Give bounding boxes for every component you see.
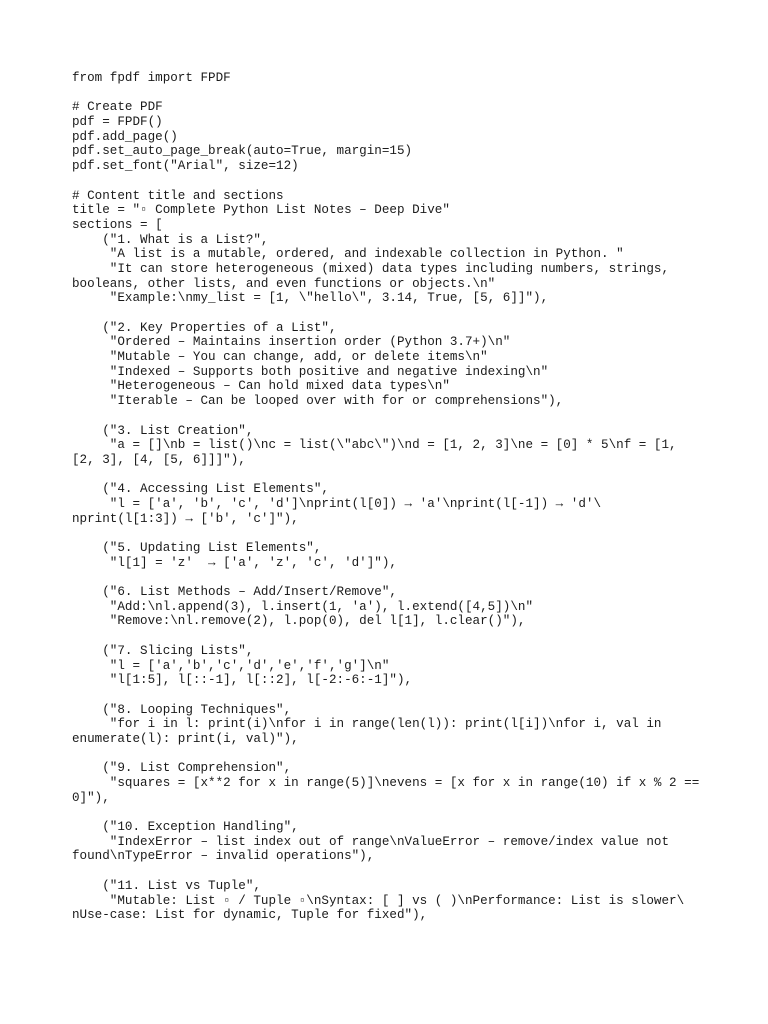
code-line: ("9. List Comprehension", — [72, 761, 292, 776]
code-line: ("10. Exception Handling", — [72, 820, 299, 835]
code-line: "Mutable – You can change, add, or delete items\n" — [72, 350, 488, 365]
code-line: pdf.set_auto_page_break(auto=True, margin=15) — [72, 144, 413, 159]
code-line: ("5. Updating List Elements", — [72, 541, 322, 555]
code-line: pdf.add_page() — [72, 129, 178, 144]
code-line: "l = ['a','b','c','d','e','f','g']\n" — [72, 658, 390, 673]
code-line: "IndexError – list index out of range\nValueError – remove/index value not — [72, 834, 670, 849]
code-line: booleans, other lists, and even functions or objects.\n" — [72, 276, 496, 291]
blank-line — [72, 409, 732, 424]
code-line: "l[1] = 'z' → ['a', 'z', 'c', 'd']"), — [72, 555, 397, 570]
code-line: title = "▫ Complete Python List Notes – Deep Dive" — [72, 203, 450, 218]
code-line: enumerate(l): print(i, val)"), — [72, 731, 299, 746]
blank-line — [72, 747, 732, 762]
code-line: ("3. List Creation", — [72, 423, 254, 438]
blank-line — [72, 174, 732, 189]
code-line: pdf = FPDF() — [72, 115, 163, 130]
code-line: "Mutable: List ▫ / Tuple ▫\nSyntax: [ ] vs ( )\nPerformance: List is slower\ — [72, 893, 685, 908]
code-line: "a = []\nb = list()\nc = list(\"abc\")\nd = [1, 2, 3]\ne = [0] * 5\nf = [1, — [72, 438, 677, 453]
blank-line — [72, 468, 732, 483]
code-line: # Content title and sections — [72, 188, 284, 203]
code-line: found\nTypeError – invalid operations"), — [72, 849, 375, 864]
code-line: "A list is a mutable, ordered, and indexable collection in Python. " — [72, 247, 624, 262]
code-line: "squares = [x**2 for x in range(5)]\nevens = [x for x in range(10) if x % 2 == — [72, 776, 700, 790]
code-line: "Example:\nmy_list = [1, \"hello\", 3.14, True, [5, 6]]"), — [72, 291, 549, 306]
code-line: ("8. Looping Techniques", — [72, 702, 292, 717]
code-line: "l = ['a', 'b', 'c', 'd']\nprint(l[0]) → 'a'\nprint(l[-1]) → 'd'\ — [72, 496, 602, 511]
blank-line — [72, 805, 732, 820]
code-line: "It can store heterogeneous (mixed) data types including numbers, strings, — [72, 261, 670, 276]
code-line: "Ordered – Maintains insertion order (Python 3.7+)\n" — [72, 335, 511, 350]
code-line: 0]"), — [72, 790, 110, 805]
code-line: ("11. List vs Tuple", — [72, 878, 261, 893]
code-line: "Heterogeneous – Can hold mixed data types\n" — [72, 379, 450, 394]
blank-line — [72, 629, 732, 644]
blank-line — [72, 688, 732, 703]
code-line: "Remove:\nl.remove(2), l.pop(0), del l[1], l.clear()"), — [72, 614, 526, 629]
code-line: "l[1:5], l[::-1], l[::2], l[-2:-6:-1]"), — [72, 673, 413, 688]
code-line: sections = [ — [72, 217, 163, 232]
code-line: pdf.set_font("Arial", size=12) — [72, 159, 299, 174]
code-line: ("2. Key Properties of a List", — [72, 320, 337, 335]
code-line: "for i in l: print(i)\nfor i in range(len(l)): print(l[i])\nfor i, val in — [72, 717, 662, 732]
code-line: ("1. What is a List?", — [72, 232, 269, 247]
blank-line — [72, 864, 732, 879]
code-line: ("6. List Methods – Add/Insert/Remove", — [72, 585, 397, 600]
blank-line — [72, 526, 732, 541]
code-line: ("4. Accessing List Elements", — [72, 482, 329, 497]
code-line: # Create PDF — [72, 100, 163, 115]
code-line: "Add:\nl.append(3), l.insert(1, 'a'), l.extend([4,5])\n" — [72, 599, 534, 614]
code-listing — [72, 71, 732, 923]
blank-line — [72, 86, 732, 101]
blank-line — [72, 570, 732, 585]
code-line: ("7. Slicing Lists", — [72, 643, 254, 658]
code-line: "Indexed – Supports both positive and negative indexing\n" — [72, 364, 549, 379]
code-line: from fpdf import FPDF — [72, 71, 231, 85]
code-line: "Iterable – Can be looped over with for or comprehensions"), — [72, 394, 564, 409]
code-line: nUse-case: List for dynamic, Tuple for fixed"), — [72, 908, 428, 923]
code-line: nprint(l[1:3]) → ['b', 'c']"), — [72, 511, 299, 526]
blank-line — [72, 306, 732, 321]
code-line: [2, 3], [4, [5, 6]]]"), — [72, 452, 246, 467]
